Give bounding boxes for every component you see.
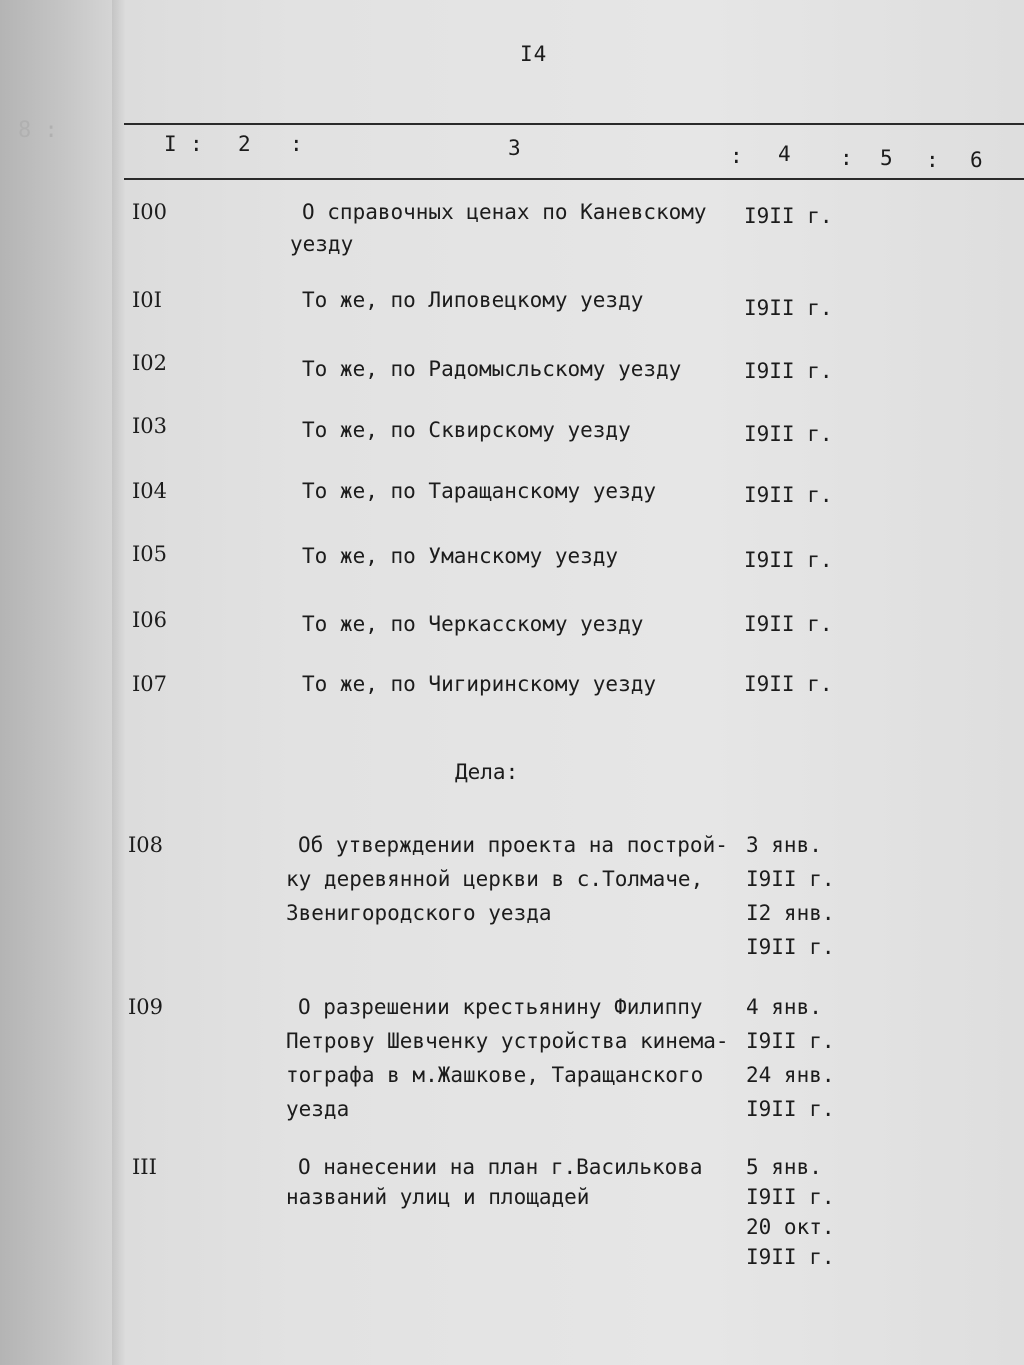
entry-title-line: названий улиц и площадей [286,1185,590,1209]
entry-title-line: уезду [290,232,354,256]
entry-number: I07 [132,672,168,696]
entry-date: I9II г. [744,422,833,446]
entry-number: I05 [132,542,168,566]
column-separator: : [926,148,939,172]
entry-title-line: Звенигородского уезда [286,901,552,925]
entry-dates [744,292,854,324]
entry-date: I9II г. [746,1185,835,1209]
entry-title [290,475,750,507]
entry-number: I04 [132,479,168,503]
column-separator: : [190,132,203,156]
page-number: I4 [520,42,548,66]
column-header-5: 5 [880,146,893,170]
column-header-1: I [164,132,177,156]
entry-date: I9II г. [746,935,835,959]
entry-title-line: тографа в м.Жашкове, Таращанского [286,1063,704,1087]
entry-title-line: ку деревянной церкви в с.Толмаче, [286,867,704,891]
entry-title-line: О разрешении крестьянину Филиппу [298,995,703,1019]
entry-title [290,608,750,640]
entry-dates [746,828,856,964]
entry-date: I9II г. [744,672,833,696]
header-rule-top [124,123,1024,125]
entry-title-line: О нанесении на план г.Василькова [298,1155,703,1179]
entry-title [286,990,746,1126]
entry-number: I06 [132,608,168,632]
entry-number: I03 [132,414,168,438]
entry-title [290,284,750,316]
entry-dates [746,990,856,1126]
column-separator: : [840,146,853,170]
entry-date: I9II г. [746,1097,835,1121]
entry-date: 20 окт. [746,1215,835,1239]
entry-date: 24 янв. [746,1063,835,1087]
column-separator: : [730,144,743,168]
entry-title-line: То же, по Уманскому уезду [302,544,619,568]
entry-title-line: То же, по Радомысльскому уезду [302,357,682,381]
entry-title-line: Об утверждении проекта на построй- [298,833,728,857]
entry-title-line: То же, по Липовецкому уезду [302,288,644,312]
entry-date: I9II г. [744,483,833,507]
entry-number: I00 [132,200,168,224]
entry-title-line: То же, по Таращанскому уезду [302,479,657,503]
entry-title [290,196,750,260]
entry-dates [744,418,854,450]
entry-title [286,1152,746,1212]
entry-title-line: уезда [286,1097,350,1121]
book-spine-shadow [112,0,126,1365]
entry-date: I2 янв. [746,901,835,925]
entry-date: I9II г. [744,204,833,228]
entry-date: I9II г. [744,548,833,572]
entry-title [290,414,750,446]
entry-number: I09 [128,995,164,1019]
entry-title [290,353,750,385]
entry-dates [744,355,854,387]
entry-title-line: То же, по Сквирскому уезду [302,418,631,442]
previous-page-edge-text: 8 : [18,118,58,143]
entry-dates [746,1152,856,1272]
entry-dates [744,608,854,640]
entry-title [290,540,750,572]
entry-dates [744,479,854,511]
entry-date: I9II г. [746,1029,835,1053]
entry-title-line: О справочных ценах по Каневскому [302,200,707,224]
entry-date: I9II г. [744,612,833,636]
entry-date: I9II г. [746,1245,835,1269]
entry-dates [744,544,854,576]
entry-date: 5 янв. [746,1155,822,1179]
entry-date: I9II г. [744,359,833,383]
entry-date: I9II г. [744,296,833,320]
entry-number: I0I [132,288,162,312]
entry-title [290,668,750,700]
entry-date: 4 янв. [746,995,822,1019]
entry-title-line: Петрову Шевченку устройства кинема- [286,1029,729,1053]
column-header-2: 2 [238,132,251,156]
entry-number: III [132,1155,157,1179]
header-rule-bottom [124,178,1024,180]
entry-dates [744,668,854,700]
entry-dates [744,200,854,232]
entry-title [286,828,746,930]
entry-title-line: То же, по Черкасскому уезду [302,612,644,636]
entry-number: I08 [128,833,164,857]
entry-title-line: То же, по Чигиринскому уезду [302,672,657,696]
column-header-6: 6 [970,148,983,172]
column-header-3: 3 [508,136,521,160]
column-separator: : [290,132,303,156]
entry-date: 3 янв. [746,833,822,857]
entry-date: I9II г. [746,867,835,891]
section-title: Дела: [455,760,519,784]
entry-number: I02 [132,351,168,375]
column-header-4: 4 [778,142,791,166]
